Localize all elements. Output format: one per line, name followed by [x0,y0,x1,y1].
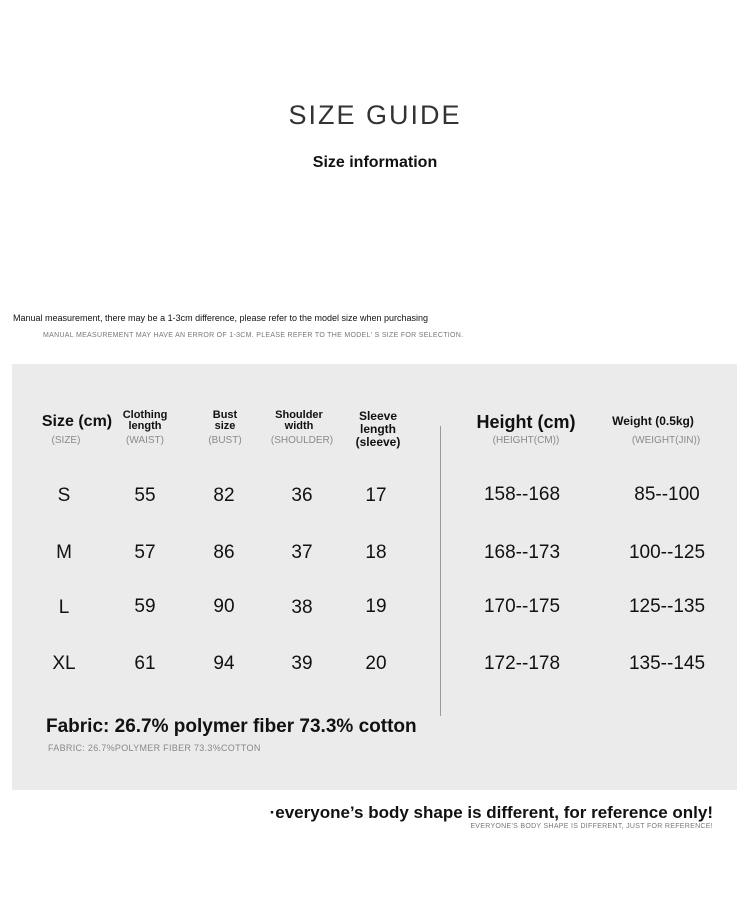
cell-bust: 90 [213,596,235,617]
header-clothing-length-sub: (WAIST) [126,435,164,446]
column-divider [440,426,441,716]
header-weight-sub: (WEIGHT(JIN)) [631,435,701,446]
cell-sleeve: 18 [365,542,387,563]
measurement-note-caps: MANUAL MEASUREMENT MAY HAVE AN ERROR OF 1-3CM. PLEASE REFER TO THE MODEL' S SIZE FOR SELECTION. [43,332,464,339]
header-shoulder: Shoulder width [275,409,323,432]
page-subtitle: Size information [312,154,438,171]
cell-shoulder: 37 [291,542,313,563]
cell-weight: 125--135 [628,596,706,617]
cell-bust: 82 [213,485,235,506]
cell-length: 55 [134,485,156,506]
header-clothing-length: Clothing length [122,409,168,432]
cell-size: M [56,542,72,563]
reference-disclaimer: ·everyone’s body shape is different, for reference only! [269,803,713,822]
cell-shoulder: 39 [291,653,313,674]
cell-shoulder: 36 [291,485,313,506]
cell-bust: 86 [213,542,235,563]
cell-length: 57 [134,542,156,563]
header-weight: Weight (0.5kg) [612,414,694,428]
header-height: Height (cm) [476,412,576,432]
cell-length: 59 [134,596,156,617]
cell-size: XL [52,653,76,674]
header-height-sub: (HEIGHT(CM)) [492,435,560,446]
measurement-note: Manual measurement, there may be a 1-3cm difference, please refer to the model size when purchasing [13,313,429,323]
cell-sleeve: 19 [365,596,387,617]
cell-height: 172--178 [483,653,561,674]
reference-disclaimer-caps: EVERYONE'S BODY SHAPE IS DIFFERENT, JUST FOR REFERENCE! [470,823,713,830]
cell-height: 168--173 [483,542,561,563]
header-bust: Bust size [212,409,238,432]
cell-shoulder: 38 [291,597,313,618]
page-title: SIZE GUIDE [288,100,462,130]
fabric-composition-caps: FABRIC: 26.7%POLYMER FIBER 73.3%COTTON [48,743,261,753]
cell-size: S [57,485,71,506]
header-bust-sub: (BUST) [208,435,242,446]
cell-weight: 100--125 [628,542,706,563]
cell-height: 158--168 [483,484,561,505]
cell-bust: 94 [213,653,235,674]
cell-length: 61 [134,653,156,674]
header-size-sub: (SIZE) [51,435,81,446]
header-shoulder-sub: (SHOULDER) [270,435,334,446]
cell-size: L [58,597,70,618]
cell-height: 170--175 [483,596,561,617]
cell-weight: 135--145 [628,653,706,674]
fabric-composition: Fabric: 26.7% polymer fiber 73.3% cotton [46,716,417,737]
cell-sleeve: 17 [365,485,387,506]
header-sleeve: Sleeve length (sleeve) [355,409,401,449]
cell-weight: 85--100 [634,484,700,505]
cell-sleeve: 20 [365,653,387,674]
header-size: Size (cm) [41,413,113,430]
